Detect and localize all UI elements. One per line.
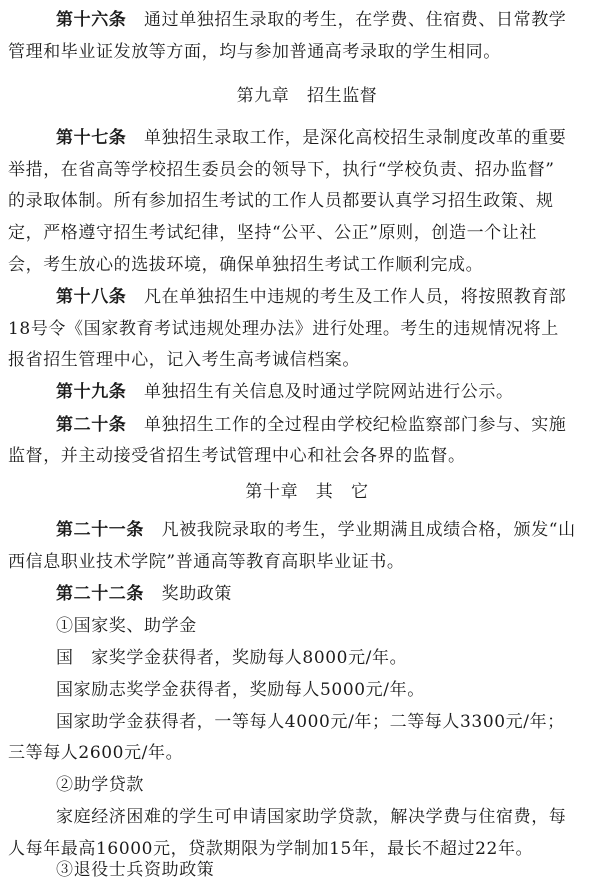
article-21-label: 第二十一条 [56, 520, 144, 540]
article-20-line-2 [8, 444, 466, 468]
loan-text: 家庭经济困难的学生可申请国家助学贷款，解决学费与住宿费，每 [56, 807, 567, 827]
article-20-text: 单独招生工作的全过程由学校纪检监察部门参与、实施 [126, 415, 567, 435]
veteran-subheading [56, 858, 214, 882]
article-16-text-cont: 管理和毕业证发放等方面，均与参加普通高考录取的学生相同。 [8, 42, 501, 62]
article-19-label: 第十九条 [56, 382, 127, 402]
article-16-text: 通过单独招生录取的考生，在学费、住宿费、日常教学 [126, 10, 567, 30]
scholarship-subheading [56, 614, 197, 638]
article-17-text-5: 会，考生放心的选拔环境，确保单独招生考试工作顺利完成。 [8, 255, 484, 275]
article-20-line-1 [56, 413, 566, 437]
article-21-line-2 [8, 550, 405, 574]
scholarship-title: ①国家奖、助学金 [56, 616, 197, 636]
article-17-text-4: 定，严格遵守招生考试纪律，坚持“公平、公正”原则，创造一个让社 [8, 223, 537, 243]
article-21-text-2: 西信息职业技术学院”普通高等教育高职毕业证书。 [8, 552, 405, 572]
loan-text-2: 人每年最高16000元，贷款期限为学制加15年，最长不超过22年。 [8, 839, 534, 859]
article-16-label: 第十六条 [56, 10, 127, 30]
article-18-text-2: 18号令《国家教育考试违规处理办法》进行处理。考生的违规情况将上 [8, 319, 559, 339]
national-grant-text-2: 三等每人2600元/年。 [8, 743, 184, 763]
inspirational-scholarship-line [56, 678, 425, 702]
national-grant-line-1 [56, 710, 565, 734]
national-grant-line-2 [8, 741, 183, 765]
article-17-line-2 [8, 158, 555, 182]
article-18-line-3 [8, 348, 360, 372]
article-18-line-1 [56, 285, 566, 309]
article-17-label: 第十七条 [56, 128, 127, 148]
chapter-9-title: 第九章 招生监督 [236, 86, 378, 106]
article-19-text: 单独招生有关信息及时通过学院网站进行公示。 [126, 382, 514, 402]
article-21-text: 凡被我院录取的考生，学业期满且成绩合格，颁发“山 [144, 520, 576, 540]
national-scholarship-text: 国 家奖学金获得者，奖励每人8000元/年。 [56, 648, 408, 668]
article-18-line-2 [8, 317, 559, 341]
veteran-title: ③退役士兵资助政策 [56, 860, 215, 880]
article-17-text-3: 的录取体制。所有参加招生考试的工作人员都要认真学习招生政策、规 [8, 191, 554, 211]
article-17-line-1 [56, 126, 566, 150]
article-17-line-5 [8, 253, 483, 277]
article-18-text-3: 报省招生管理中心，记入考生高考诚信档案。 [8, 350, 360, 370]
article-22-line-1 [56, 582, 232, 606]
national-scholarship-line [56, 646, 407, 670]
article-16-line-2 [8, 40, 501, 64]
chapter-10-title: 第十章 其 它 [245, 482, 369, 502]
article-16-line-1 [56, 8, 566, 32]
loan-subheading [56, 773, 144, 797]
article-18-text: 凡在单独招生中违规的考生及工作人员，将按照教育部 [126, 287, 567, 307]
chapter-9-heading [0, 84, 614, 108]
loan-title: ②助学贷款 [56, 775, 144, 795]
article-18-label: 第十八条 [56, 287, 127, 307]
loan-line-1 [56, 805, 566, 829]
article-17-line-4 [8, 221, 537, 245]
article-17-text: 单独招生录取工作，是深化高校招生录制度改革的重要 [126, 128, 567, 148]
article-22-text: 奖助政策 [144, 584, 232, 604]
chapter-10-heading [0, 480, 614, 504]
article-20-text-2: 监督，并主动接受省招生考试管理中心和社会各界的监督。 [8, 446, 466, 466]
article-21-line-1 [56, 518, 576, 542]
inspirational-scholarship-text: 国家励志奖学金获得者，奖励每人5000元/年。 [56, 680, 425, 700]
article-20-label: 第二十条 [56, 415, 127, 435]
article-17-line-3 [8, 189, 554, 213]
article-19-line-1 [56, 380, 514, 404]
article-22-label: 第二十二条 [56, 584, 144, 604]
article-17-text-2: 举措，在省高等学校招生委员会的领导下，执行“学校负责、招办监督” [8, 160, 555, 180]
national-grant-text: 国家助学金获得者，一等每人4000元/年；二等每人3300元/年； [56, 712, 565, 732]
